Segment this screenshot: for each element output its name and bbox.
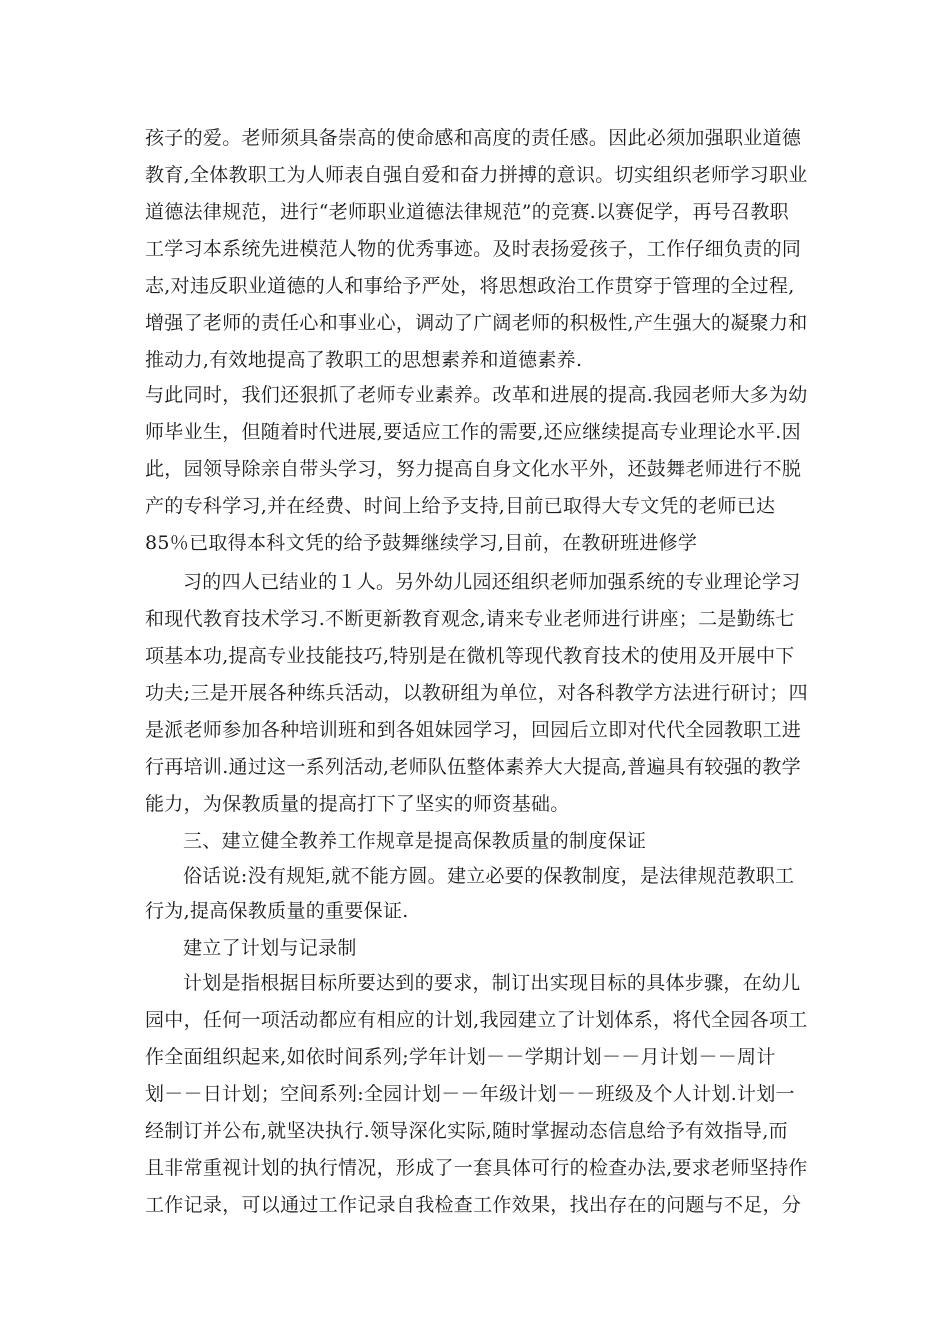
text-line: 功夫;三是开展各种练兵活动，以教研组为单位，对各科教学方法进行研讨；四 — [145, 682, 808, 704]
text-line: 园中，任何一项活动都应有相应的计划,我园建立了计划体系，将代全园各项工 — [145, 1009, 808, 1031]
text-line: 教育,全体教职工为人师表自强自爱和奋力拼搏的意识。切实组织老师学习职业 — [145, 164, 808, 186]
text-line: 工学习本系统先进模范人物的优秀事迹。及时表扬爱孩子，工作仔细负责的同 — [145, 238, 802, 260]
text-line: 孩子的爱。老师须具备崇高的使命感和高度的责任感。因此必须加强职业道德 — [145, 127, 802, 149]
text-line: 志,对违反职业道德的人和事给予严处，将思想政治工作贯穿于管理的全过程, — [145, 275, 795, 297]
text-line: 计划是指根据目标所要达到的要求，制订出实现目标的具体步骤，在幼儿 — [183, 972, 801, 994]
text-line: 增强了老师的责任心和事业心，调动了广阔老师的积极性,产生强大的凝聚力和 — [145, 312, 808, 334]
text-line: 和现代教育技术学习.不断更新教育观念,请来专业老师进行讲座；二是勤练七 — [145, 608, 795, 630]
text-line: 推动力,有效地提高了教职工的思想素养和道德素养. — [145, 349, 583, 371]
text-line: 经制订并公布,就坚决执行.领导深化实际,随时掌握动态信息给予有效指导,而 — [145, 1120, 788, 1142]
text-line: 且非常重视计划的执行情况，形成了一套具体可行的检查办法,要求老师坚持作 — [145, 1157, 808, 1179]
section-heading: 三、建立健全教养工作规章是提高保教质量的制度保证 — [183, 830, 647, 852]
text-line: 行再培训.通过这一系列活动,老师队伍整体素养大大提高,普遍具有较强的教学 — [145, 756, 801, 778]
text-line: 产的专科学习,并在经费、时间上给予支持,目前已取得大专文凭的老师已达 — [145, 495, 776, 517]
text-line: 项基本功,提高专业技能技巧,特别是在微机等现代教育技术的使用及开展中下 — [145, 645, 795, 667]
text-line: 行为,提高保教质量的重要保证. — [145, 900, 409, 922]
subsection-heading: 建立了计划与记录制 — [183, 937, 357, 959]
text-line: 师毕业生，但随着时代进展,要适应工作的需要,还应继续提高专业理论水平.因 — [145, 421, 801, 443]
text-line: 道德法律规范，进行“老师职业道德法律规范”的竞赛.以赛促学，再号召教职 — [145, 201, 789, 223]
text-line: 是派老师参加各种培训班和到各姐妹园学习，回园后立即对代代全园教职工进 — [145, 719, 802, 741]
text-line: 工作记录，可以通过工作记录自我检查工作效果，找出存在的问题与不足，分 — [145, 1194, 802, 1216]
text-line: 划－－日计划；空间系列:全园计划－－年级计划－－班级及个人计划.计划一 — [145, 1083, 795, 1105]
text-line: 习的四人已结业的１人。另外幼儿园还组织老师加强系统的专业理论学习 — [183, 571, 801, 593]
text-line: 此，园领导除亲自带头学习，努力提高自身文化水平外，还鼓舞老师进行不脱 — [145, 458, 802, 480]
text-line: 作全面组织起来,如依时间系列;学年计划－－学期计划－－月计划－－周计 — [145, 1046, 776, 1068]
text-line: 能力，为保教质量的提高打下了坚实的师资基础。 — [145, 793, 570, 815]
text-line: 俗话说:没有规矩,就不能方圆。建立必要的保教制度，是法律规范教职工 — [183, 865, 795, 887]
text-line: 与此同时，我们还狠抓了老师专业素养。改革和进展的提高.我园老师大多为幼 — [145, 384, 808, 406]
text-line: 85％已取得本科文凭的给予鼓舞继续学习,目前，在教研班进修学 — [145, 532, 698, 554]
